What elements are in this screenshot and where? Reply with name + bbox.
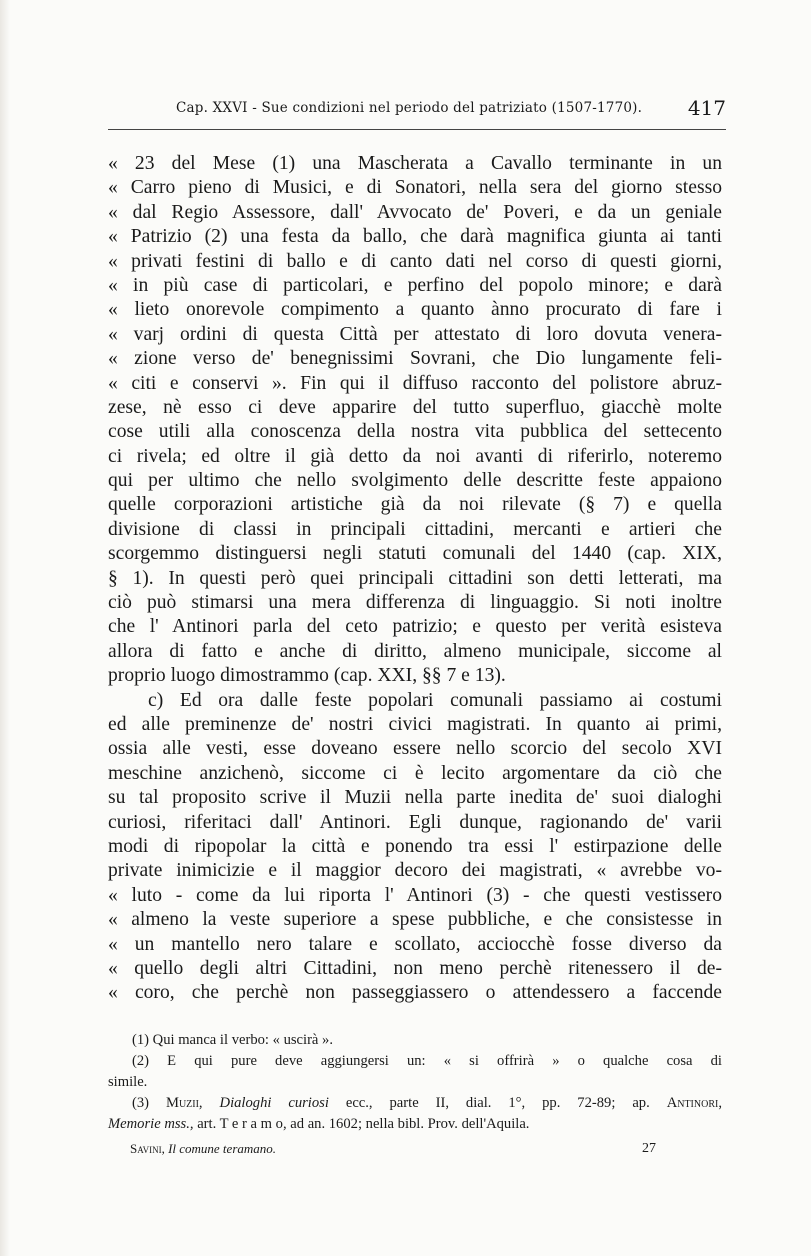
text-line: zese, nè esso ci deve apparire del tutto superfluo, giacchè molte [108,396,722,418]
footer-author: Savini, [130,1141,165,1156]
text-line: « varj ordini di questa Città per attestato di loro dovuta venera- [108,323,722,345]
text-line: meschine anzichenò, siccome ci è lecito argomentare da ciò che [108,762,722,784]
text-line: « privati festini di ballo e di canto dati nel corso di questi giorni, [108,250,722,272]
text-line: su tal proposito scrive il Muzii nella parte inedita de' suoi dialoghi [108,787,722,809]
footnote-3 [108,1093,722,1114]
page-edge [0,0,10,1256]
text-line: ci rivela; ed oltre il già detto da noi avanti di riferirlo, noteremo [108,445,722,467]
body-text [108,152,722,1006]
footnotes [108,1030,722,1135]
text-line: private inimicizie e il maggior decoro dei magistrati, « avrebbe vo- [108,860,722,882]
text-line: ed alle preminenze de' nostri civici magistrati. In quanto ai primi, [108,713,722,735]
footer [130,1141,656,1161]
text-line: « Patrizio (2) una festa da ballo, che darà magnifica giunta ai tanti [108,226,722,248]
text-line: « luto - come da lui riporta l' Antinori (3) - che questi vestissero [108,884,722,906]
footnote-3-number: (3) [132,1095,150,1111]
footnote-3-memorie: Memorie mss., [108,1116,194,1132]
text-line: « quello degli altri Cittadini, non meno perchè ritenessero il de- [108,957,722,979]
text-line: « in più case di particolari, e perfino del popolo minore; e darà [108,274,722,296]
text-line: cose utili alla conoscenza della nostra vita pubblica del settecento [108,421,722,443]
text-line: curiosi, riferitaci dall' Antinori. Egli dunque, ragionando de' varii [108,811,722,833]
header-rule [108,129,726,130]
footnote-3-work: Dialoghi curiosi [219,1095,329,1111]
text-line: scorgemmo distinguersi negli statuti comunali del 1440 (cap. XIX, [108,543,722,565]
text-line: « zione verso de' benegnissimi Sovrani, che Dio lungamente feli- [108,348,722,370]
text-line: « almeno la veste superiore a spese pubbliche, e che consistesse in [108,909,722,931]
text-line: « coro, che perchè non passeggiassero o attendessero a faccende [108,982,722,1004]
footnote-2-continued: simile. [108,1074,148,1090]
running-header [108,96,726,130]
text-line: « lieto onorevole compimento a quanto ànno procurato di fare i [108,299,722,321]
text-line: « Carro pieno di Musici, e di Sonatori, nella sera del giorno stesso [108,177,722,199]
text-line: « dal Regio Assessore, dall' Avvocato de' Poveri, e da un geniale [108,201,722,223]
text-line: quelle corporazioni artistiche già da noi rilevate (§ 7) e quella [108,494,722,516]
footnote-3-author2: Antinori, [666,1095,722,1111]
text-line: divisione di classi in principali cittadini, mercanti e artieri che [108,518,722,540]
text-line: « un mantello nero talare e scollato, acciocchè fosse diverso da [108,933,722,955]
footer-book-title [130,1141,276,1157]
text-line: § 1). In questi però quei principali cittadini son detti letterati, ma [108,567,722,589]
text-line: c) Ed ora dalle feste popolari comunali passiamo ai costumi [148,689,722,711]
text-line: allora di fatto e anche di diritto, almeno municipale, siccome al [108,640,722,662]
footer-title: Il comune teramano. [168,1141,277,1156]
footnote-2: (2) E qui pure deve aggiungersi un: « si offrirà » o qualche cosa di [132,1053,722,1069]
text-line: ciò può stimarsi una mera differenza di linguaggio. Si noti inoltre [108,592,722,614]
footnote-3-reference: ecc., parte II, dial. 1°, pp. 72-89; ap. [345,1095,650,1111]
text-line: qui per ultimo che nello svolgimento delle descritte feste appaiono [108,470,722,492]
footnote-3-location: art. T e r a m o, ad an. 1602; nella bibl. Prov. dell'Aquila. [197,1116,530,1132]
signature-mark: 27 [642,1141,656,1156]
text-line: ossia alle vesti, esse doveano essere nello scorcio del secolo XVI [108,738,722,760]
text-line: proprio luogo dimostrammo (cap. XXI, §§ 7 e 13). [108,665,506,687]
running-title: Cap. XXVI - Sue condizioni nel periodo del patriziato (1507-1770). [176,100,643,116]
page-number: 417 [687,96,726,120]
footnote-3-author: Muzii, [165,1095,203,1111]
text-line: modi di ripopolar la città e ponendo tra essi l' estirpazione delle [108,835,722,857]
footnote-3-continued [108,1114,722,1135]
text-line: « citi e conservi ». Fin qui il diffuso racconto del polistore abruz- [108,372,722,394]
footnote-1: (1) Qui manca il verbo: « uscirà ». [132,1032,334,1048]
text-line: che l' Antinori parla del ceto patrizio; e questo per verità esisteva [108,616,722,638]
text-line: « 23 del Mese (1) una Mascherata a Cavallo terminante in un [108,153,722,174]
